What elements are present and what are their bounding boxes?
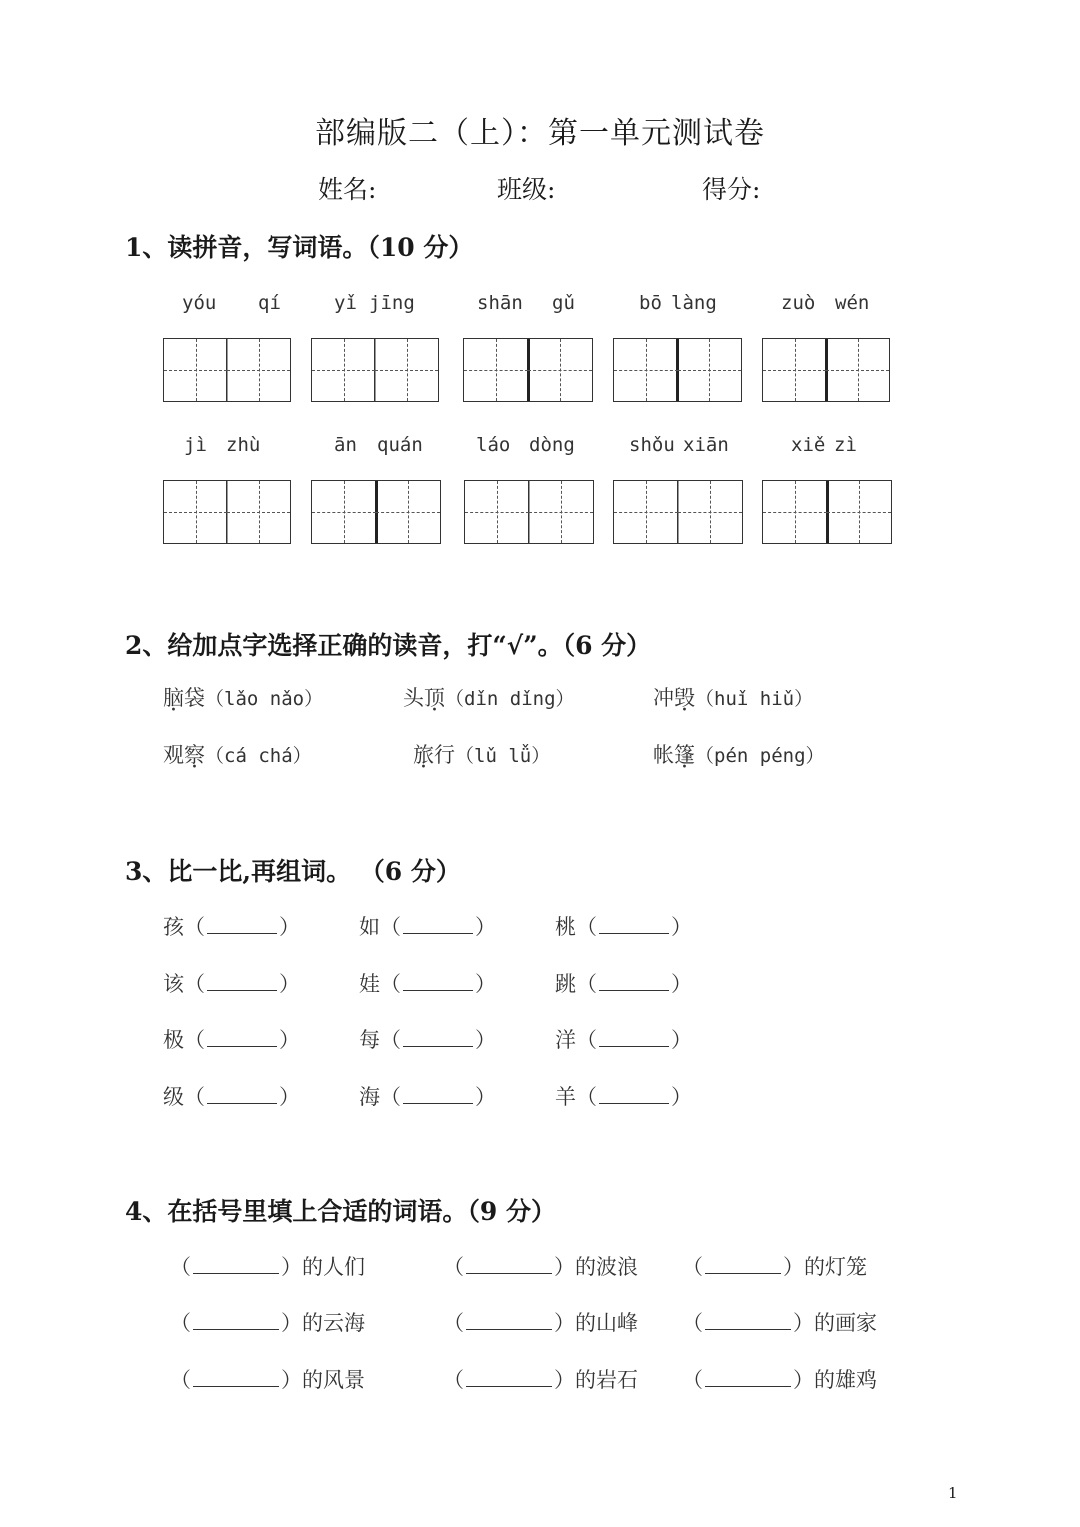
blank-line[interactable] (705, 1368, 791, 1387)
char: 跳 (555, 972, 576, 996)
paren-close: ） (281, 1311, 302, 1335)
word-blank[interactable] (555, 1024, 692, 1054)
word-blank[interactable] (163, 1081, 300, 1111)
paren-close: ） (475, 1085, 496, 1109)
paren-close: ） (281, 1255, 302, 1279)
pinyin-options: （lǎo nǎo） (205, 688, 324, 710)
pinyin: zuò (781, 292, 816, 314)
char: 娃 (359, 972, 380, 996)
word-blank[interactable] (359, 1024, 496, 1054)
pinyin: yǐ (334, 292, 357, 314)
paren-close: ） (279, 915, 300, 939)
pinyin: yóu (182, 292, 217, 314)
reading-choice[interactable] (653, 739, 825, 769)
paren-close: ） (554, 1311, 575, 1335)
paren-open: （ (380, 915, 401, 939)
pinyin: bō (639, 292, 662, 314)
paren-open: （ (380, 972, 401, 996)
blank-line[interactable] (403, 972, 473, 991)
paren-close: ） (279, 1028, 300, 1052)
page-title: 部编版二（上）：第一单元测试卷 (315, 116, 765, 151)
blank-line[interactable] (207, 1028, 277, 1047)
paren-open: （ (170, 1311, 191, 1335)
phrase-suffix: 的波浪 (575, 1255, 638, 1279)
paren-open: （ (576, 915, 597, 939)
pinyin: dòng (529, 434, 575, 456)
pinyin: láo (476, 434, 511, 456)
pinyin: xiě (791, 434, 826, 456)
blank-line[interactable] (599, 1085, 669, 1104)
paren-open: （ (184, 915, 205, 939)
paren-open: （ (443, 1311, 464, 1335)
question-1-heading: 1、读拼音，写词语。（10 分） (125, 233, 474, 262)
paren-open: （ (380, 1028, 401, 1052)
blank-line[interactable] (207, 972, 277, 991)
paren-close: ） (475, 1028, 496, 1052)
pinyin: wén (835, 292, 870, 314)
blank-line[interactable] (599, 972, 669, 991)
paren-close: ） (671, 1085, 692, 1109)
char: 洋 (555, 1028, 576, 1052)
phrase-blank[interactable] (682, 1307, 877, 1337)
word-blank[interactable] (359, 968, 496, 998)
blank-line[interactable] (705, 1311, 791, 1330)
reading-choice[interactable] (653, 682, 813, 712)
writing-grid[interactable] (163, 480, 291, 544)
phrase-blank[interactable] (170, 1364, 365, 1394)
phrase-suffix: 的画家 (814, 1311, 877, 1335)
paren-close: ） (554, 1368, 575, 1392)
paren-open: （ (380, 1085, 401, 1109)
word-blank[interactable] (359, 1081, 496, 1111)
writing-grid[interactable] (613, 338, 742, 402)
paren-open: （ (184, 1085, 205, 1109)
word-blank[interactable] (555, 911, 692, 941)
word-char: 观 (163, 743, 184, 767)
pinyin: zhù (226, 434, 261, 456)
paren-open: （ (443, 1368, 464, 1392)
blank-line[interactable] (403, 1085, 473, 1104)
char: 该 (163, 972, 184, 996)
paren-close: ） (671, 1028, 692, 1052)
blank-line[interactable] (193, 1368, 279, 1387)
paren-close: ） (475, 915, 496, 939)
blank-line[interactable] (403, 1028, 473, 1047)
word-blank[interactable] (555, 1081, 692, 1111)
phrase-blank[interactable] (443, 1364, 638, 1394)
pinyin: shǒu (629, 434, 675, 456)
word-char: 行 (434, 743, 455, 767)
pinyin: jīng (369, 292, 415, 314)
paren-close: ） (793, 1311, 814, 1335)
char: 海 (359, 1085, 380, 1109)
phrase-blank[interactable] (682, 1364, 877, 1394)
page-number: 1 (948, 1484, 958, 1502)
pinyin: ān (334, 434, 357, 456)
dotted-char: 篷 (674, 743, 695, 767)
paren-close: ） (671, 915, 692, 939)
word-blank[interactable] (163, 968, 300, 998)
word-char: 头 (403, 686, 424, 710)
word-char: 袋 (184, 686, 205, 710)
paren-close: ） (279, 972, 300, 996)
writing-grid[interactable] (311, 338, 439, 402)
blank-line[interactable] (466, 1255, 552, 1274)
writing-grid[interactable] (163, 338, 291, 402)
dotted-char: 顶 (424, 686, 445, 710)
name-label: 姓名: (318, 175, 377, 204)
paren-open: （ (170, 1255, 191, 1279)
question-4-heading: 4、在括号里填上合适的词语。（9 分） (125, 1197, 556, 1226)
paren-open: （ (184, 972, 205, 996)
blank-line[interactable] (207, 915, 277, 934)
paren-close: ） (793, 1368, 814, 1392)
paren-close: ） (281, 1368, 302, 1392)
paren-open: （ (576, 972, 597, 996)
paren-open: （ (682, 1368, 703, 1392)
blank-line[interactable] (705, 1255, 781, 1274)
dotted-char: 旅 (413, 743, 434, 767)
score-label: 得分: (702, 175, 761, 204)
writing-grid[interactable] (464, 480, 594, 544)
phrase-suffix: 的灯笼 (804, 1255, 867, 1279)
paren-close: ） (671, 972, 692, 996)
question-2-heading: 2、给加点字选择正确的读音，打“√”。（6 分） (125, 631, 652, 660)
writing-grid[interactable] (311, 480, 441, 544)
pinyin-options: （lǔ lǚ） (455, 745, 551, 767)
paren-close: ） (783, 1255, 804, 1279)
blank-line[interactable] (466, 1311, 552, 1330)
word-blank[interactable] (163, 911, 300, 941)
char: 桃 (555, 915, 576, 939)
paren-open: （ (170, 1368, 191, 1392)
dotted-char: 毁 (674, 686, 695, 710)
pinyin-options: （dǐn dǐng） (445, 688, 575, 710)
word-blank[interactable] (555, 968, 692, 998)
pinyin: zì (834, 434, 857, 456)
char: 极 (163, 1028, 184, 1052)
char: 如 (359, 915, 380, 939)
blank-line[interactable] (207, 1085, 277, 1104)
reading-choice[interactable] (163, 682, 323, 712)
phrase-suffix: 的风景 (302, 1368, 365, 1392)
phrase-suffix: 的云海 (302, 1311, 365, 1335)
paren-open: （ (682, 1255, 703, 1279)
char: 每 (359, 1028, 380, 1052)
writing-grid[interactable] (762, 338, 890, 402)
writing-grid[interactable] (613, 480, 743, 544)
blank-line[interactable] (193, 1311, 279, 1330)
reading-choice[interactable] (163, 739, 312, 769)
phrase-suffix: 的岩石 (575, 1368, 638, 1392)
pinyin: gǔ (552, 292, 575, 314)
pinyin-options: （pén péng） (695, 745, 825, 767)
question-3-heading: 3、比一比,再组词。 （6 分） (125, 857, 461, 886)
blank-line[interactable] (599, 1028, 669, 1047)
char: 孩 (163, 915, 184, 939)
phrase-blank[interactable] (443, 1251, 638, 1281)
paren-open: （ (576, 1085, 597, 1109)
paren-close: ） (554, 1255, 575, 1279)
pinyin: qí (258, 292, 281, 314)
pinyin: jì (184, 434, 207, 456)
reading-choice[interactable] (413, 739, 550, 769)
pinyin: quán (377, 434, 423, 456)
paren-open: （ (184, 1028, 205, 1052)
char: 级 (163, 1085, 184, 1109)
word-char: 冲 (653, 686, 674, 710)
word-blank[interactable] (163, 1024, 300, 1054)
class-label: 班级: (497, 175, 556, 204)
blank-line[interactable] (466, 1368, 552, 1387)
phrase-blank[interactable] (682, 1251, 867, 1281)
pinyin-options: （cá chá） (205, 745, 312, 767)
word-char: 帐 (653, 743, 674, 767)
paren-close: ） (475, 972, 496, 996)
blank-line[interactable] (599, 915, 669, 934)
pinyin-options: （huǐ hiǔ） (695, 688, 814, 710)
writing-grid[interactable] (762, 480, 892, 544)
phrase-blank[interactable] (170, 1251, 365, 1281)
phrase-suffix: 的雄鸡 (814, 1368, 877, 1392)
dotted-char: 察 (184, 743, 205, 767)
char: 羊 (555, 1085, 576, 1109)
phrase-suffix: 的山峰 (575, 1311, 638, 1335)
dotted-char: 脑 (163, 686, 184, 710)
writing-grid[interactable] (463, 338, 593, 402)
blank-line[interactable] (403, 915, 473, 934)
pinyin: xiān (683, 434, 729, 456)
blank-line[interactable] (193, 1255, 279, 1274)
pinyin: shān (477, 292, 523, 314)
phrase-blank[interactable] (170, 1307, 365, 1337)
paren-open: （ (443, 1255, 464, 1279)
phrase-blank[interactable] (443, 1307, 638, 1337)
paren-open: （ (576, 1028, 597, 1052)
reading-choice[interactable] (403, 682, 575, 712)
word-blank[interactable] (359, 911, 496, 941)
paren-open: （ (682, 1311, 703, 1335)
phrase-suffix: 的人们 (302, 1255, 365, 1279)
paren-close: ） (279, 1085, 300, 1109)
pinyin: làng (671, 292, 717, 314)
